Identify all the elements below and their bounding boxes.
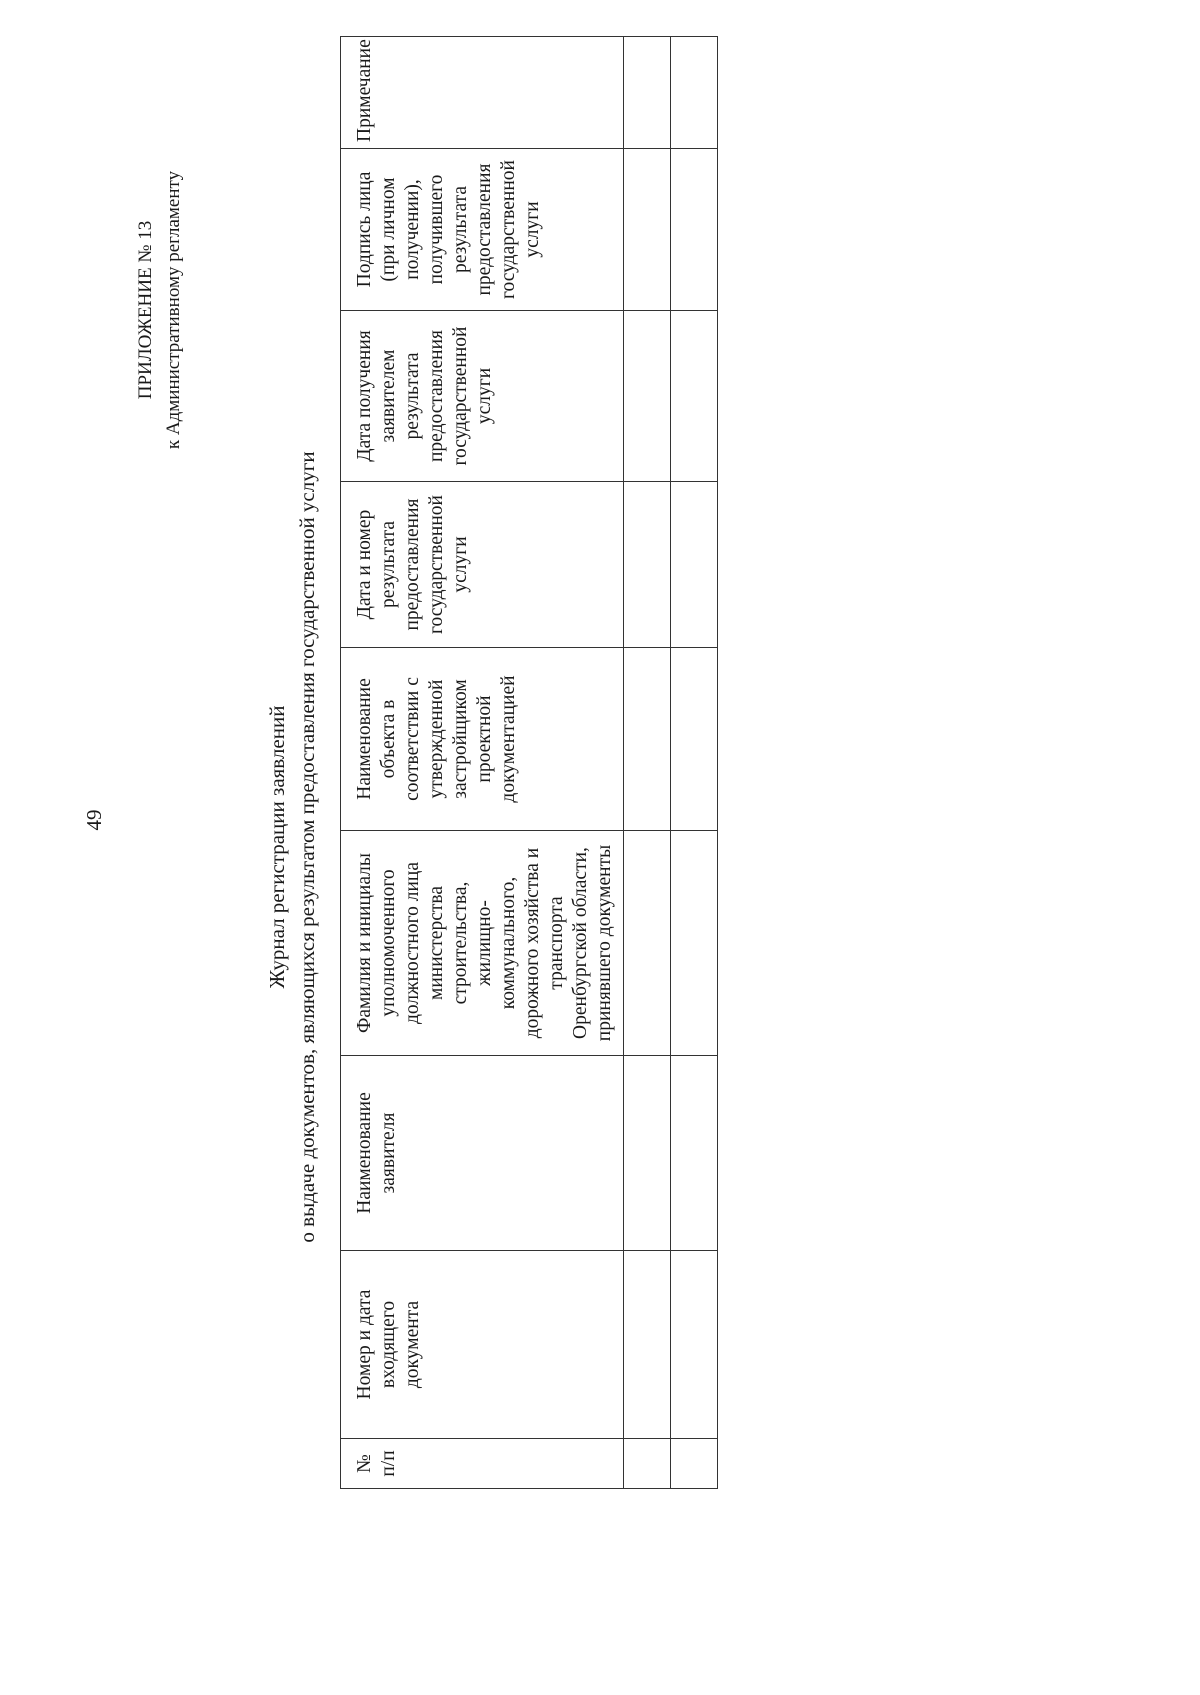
- appendix-number: ПРИЛОЖЕНИЕ № 13: [135, 220, 156, 400]
- journal-title: [262, 279, 322, 1415]
- table-cell: [671, 37, 718, 149]
- header-cell-applicant-name: [341, 1056, 624, 1251]
- header-label: Наименование заявителя: [354, 1092, 399, 1214]
- header-cell-result-date-number: [341, 482, 624, 648]
- table-cell: [624, 1056, 671, 1251]
- header-cell-note: [341, 37, 624, 149]
- page-number: 49: [82, 809, 106, 831]
- table-cell: [624, 311, 671, 482]
- journal-title-line-2: о выдаче документов, являющихся результатом предоставления государственной услуги: [295, 451, 319, 1243]
- table-row: [671, 37, 718, 1489]
- table-cell: [624, 648, 671, 831]
- table-cell: [671, 1439, 718, 1489]
- registration-journal-table: [340, 36, 718, 1489]
- header-cell-official-name: [341, 831, 624, 1056]
- table-cell: [624, 1251, 671, 1439]
- header-cell-recipient-signature: [341, 149, 624, 311]
- journal-title-line-1: Журнал регистрации заявлений: [265, 705, 289, 989]
- appendix-reference: к Административному регламенту: [163, 170, 184, 450]
- header-cell-object-name: [341, 648, 624, 831]
- table-cell: [671, 482, 718, 648]
- appendix-heading: [132, 50, 188, 570]
- header-label: Номер и дата входящего документа: [354, 1289, 423, 1400]
- header-label: Дата получения заявителем результата предоставления государственной услуги: [354, 326, 495, 466]
- table-cell: [671, 648, 718, 831]
- table-cell: [671, 149, 718, 311]
- table-cell: [624, 1439, 671, 1489]
- table-cell: [624, 149, 671, 311]
- header-cell-receipt-date: [341, 311, 624, 482]
- header-label: Примечание: [354, 39, 375, 142]
- header-label: № п/п: [354, 1450, 399, 1477]
- table-header-row: [341, 37, 624, 1489]
- table-cell: [624, 37, 671, 149]
- header-label: Фамилия и инициалы уполномоченного должностного лица министерства строительства, жилищно-коммунального, дорожного хозяйства и транспорта Оренбургской области, принявшего документы: [354, 844, 615, 1042]
- table-cell: [671, 831, 718, 1056]
- header-cell-number: [341, 1439, 624, 1489]
- table-cell: [671, 1251, 718, 1439]
- table-cell: [671, 311, 718, 482]
- header-label: Наименование объекта в соответствии с утвержденной застройщиком проектной документацией: [354, 675, 519, 803]
- header-label: Дата и номер результата предоставления государственной услуги: [354, 495, 471, 634]
- header-label: Подпись лица (при личном получении), получившего результата предоставления государственной услуги: [354, 160, 543, 299]
- table-cell: [624, 831, 671, 1056]
- table-cell: [671, 1056, 718, 1251]
- header-cell-incoming-document: [341, 1251, 624, 1439]
- table-cell: [624, 482, 671, 648]
- table-row: [624, 37, 671, 1489]
